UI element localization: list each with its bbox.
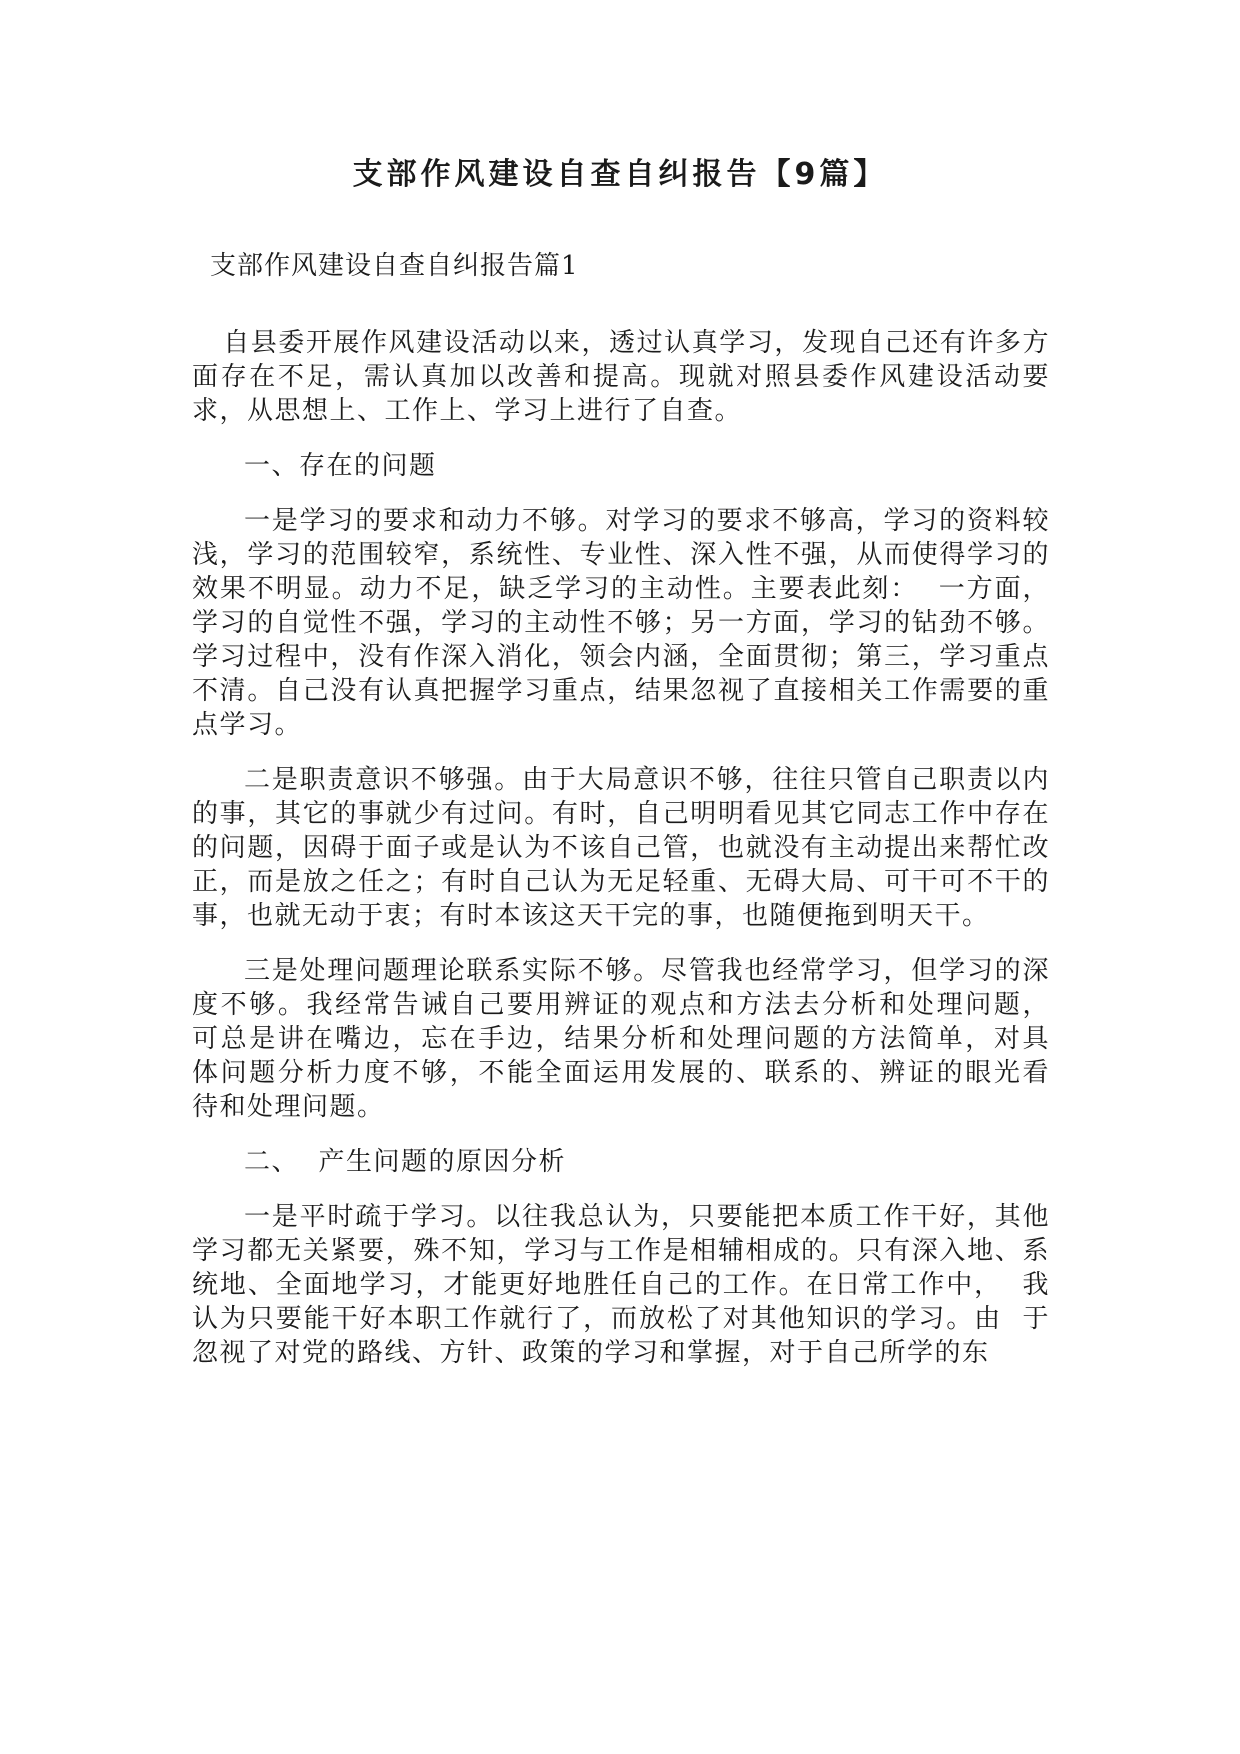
article-subheading: 支部作风建设自查自纠报告篇1 <box>210 251 579 281</box>
section-heading-causes: 二、 产生问题的原因分析 <box>244 1147 567 1177</box>
problem-paragraph-2: 二是职责意识不够强。由于大局意识不够，往往只管自己职责以内的事，其它的事就少有过问。有时，自己明明看见其它同志工作中存在的问题，因碍于面子或是认为不该自己管，也就没有主动提出来帮忙改正，而是放之任之；有时自己认为无足轻重、无碍大局、可干可不干的事，也就无动于衷；有时本该这天干完的事，也随便拖到明天干。 <box>192 765 1050 931</box>
section-heading-problems: 一、存在的问题 <box>244 451 437 481</box>
document-body <box>192 326 1070 1391</box>
problem-paragraph-3: 三是处理问题理论联系实际不够。尽管我也经常学习，但学习的深度不够。我经常告诫自己要用辨证的观点和方法去分析和处理问题， 可总是讲在嘴边，忘在手边，结果分析和处理问题的方法简单，对具 体问题分析力度不够，不能全面运用发展的、联系的、辨证的眼光看 待和处理问题。 <box>192 956 1070 1122</box>
problem-paragraph-1: 一是学习的要求和动力不够。对学习的要求不够高，学习的资料较浅，学习的范围较窄，系统性、专业性、深入性不强，从而使得学习的效果不明显。动力不足，缺乏学习的主动性。主要表此刻： 一方面，学习的自觉性不强，学习的主动性不够；另一方面，学习的钻劲不够。学习过程中，没有作深入消化，领会内涵，全面贯彻；第三，学习重点不清。自己没有认真把握学习重点，结果忽视了直接相关工作需要的重点学习。 <box>192 506 1050 740</box>
intro-paragraph: 自县委开展作风建设活动以来，透过认真学习，发现自己还有许多方面存在不足，需认真加以改善和提高。现就对照县委作风建设活动要求，从思想上、工作上、学习上进行了自查。 <box>192 328 1050 426</box>
cause-paragraph-1: 一是平时疏于学习。以往我总认为，只要能把本质工作干好，其他学习都无关紧要，殊不知，学习与工作是相辅相成的。只有深入地、系统地、全面地学习，才能更好地胜任自己的工作。在日常工作中， 我认为只要能干好本职工作就行了，而放松了对其他知识的学习。由 于忽视了对党的路线、方针、政策的学习和掌握，对于自己所学的东 <box>192 1202 1050 1368</box>
document-title: 支部作风建设自查自纠报告【9篇】 <box>352 157 888 192</box>
